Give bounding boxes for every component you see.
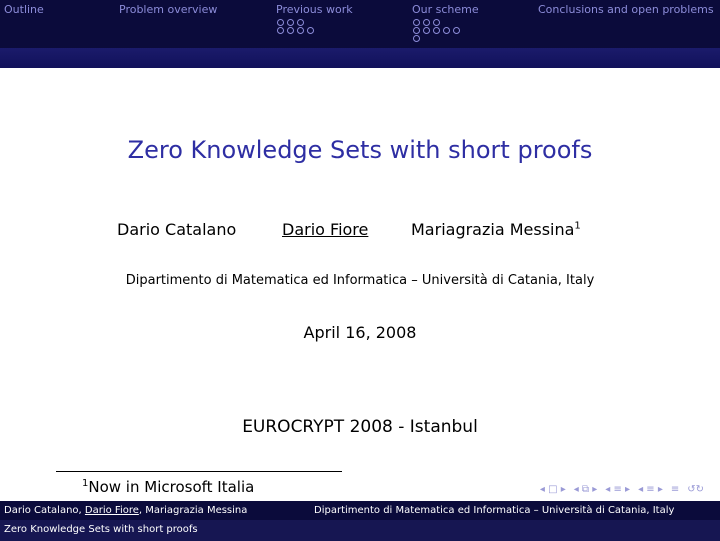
- dot-row: [413, 27, 460, 34]
- search-back-forward-icon[interactable]: ↺↻: [687, 484, 704, 495]
- slide-dot-icon[interactable]: [413, 19, 420, 26]
- slide-dot-icon[interactable]: [443, 27, 450, 34]
- slide-dot-icon[interactable]: [413, 35, 420, 42]
- footnote-rule: [56, 471, 342, 472]
- author-3: [411, 220, 581, 239]
- footer-presenter: Dario Fiore: [84, 505, 139, 516]
- navigation-bar: [0, 0, 720, 48]
- nav-section-problem-overview[interactable]: Problem overview: [119, 3, 218, 16]
- footnote: [82, 478, 254, 496]
- footer-title: Zero Knowledge Sets with short proofs: [4, 524, 198, 535]
- author-2-presenter: Dario Fiore: [282, 220, 369, 239]
- footnote-mark: 1: [574, 220, 581, 232]
- footer-authors-prefix: Dario Catalano,: [4, 505, 85, 516]
- previous-work-slide-dots[interactable]: [277, 19, 314, 35]
- headline-strip: [0, 48, 720, 68]
- toc-icon[interactable]: ≡: [670, 484, 680, 495]
- slide-dot-icon[interactable]: [277, 27, 284, 34]
- subsection-nav-icon[interactable]: ◂ ⧉ ▸: [573, 484, 598, 495]
- conference-name: EUROCRYPT 2008 - Istanbul: [242, 417, 478, 437]
- section-nav-icon[interactable]: ◂ ≡ ▸: [605, 484, 631, 495]
- nav-section-previous-work[interactable]: Previous work: [276, 3, 353, 16]
- footer-authors-suffix: , Mariagrazia Messina: [138, 505, 248, 516]
- slide-dot-icon[interactable]: [277, 19, 284, 26]
- author-1: Dario Catalano: [117, 220, 237, 239]
- subsection-list-nav-icon[interactable]: ◂ ≡ ▸: [638, 484, 663, 495]
- slide-dot-icon[interactable]: [433, 19, 440, 26]
- footnote-text: Now in Microsoft Italia: [88, 478, 255, 496]
- dot-row: [413, 19, 460, 26]
- dot-row: [413, 35, 460, 42]
- footer-institution: Dipartimento di Matematica ed Informatica – Università di Catania, Italy: [314, 505, 675, 516]
- slide-dot-icon[interactable]: [433, 27, 440, 34]
- institution: Dipartimento di Matematica ed Informatica – Università di Catania, Italy: [125, 273, 595, 288]
- presentation-date: April 16, 2008: [303, 323, 417, 342]
- slide-dot-icon[interactable]: [413, 27, 420, 34]
- nav-section-conclusions[interactable]: Conclusions and open problems: [538, 3, 714, 16]
- author-3-name: Mariagrazia Messina: [411, 220, 575, 239]
- slide-dot-icon[interactable]: [307, 27, 314, 34]
- slide-dot-icon[interactable]: [453, 27, 460, 34]
- dot-row: [277, 19, 314, 26]
- slide-dot-icon[interactable]: [287, 19, 294, 26]
- slide-dot-icon[interactable]: [423, 27, 430, 34]
- slide-dot-icon[interactable]: [423, 19, 430, 26]
- footer-bar: [0, 501, 720, 520]
- nav-section-outline[interactable]: Outline: [4, 3, 44, 16]
- nav-section-our-scheme[interactable]: Our scheme: [412, 3, 479, 16]
- slide-dot-icon[interactable]: [297, 27, 304, 34]
- slide-title: Zero Knowledge Sets with short proofs: [127, 136, 593, 164]
- our-scheme-slide-dots[interactable]: [413, 19, 460, 43]
- dot-row: [277, 27, 314, 34]
- beamer-navigation-controls: [540, 484, 704, 495]
- footnote-number: 1: [82, 478, 89, 489]
- slide-dot-icon[interactable]: [297, 19, 304, 26]
- footer-title-bar: [0, 520, 720, 541]
- slide-dot-icon[interactable]: [287, 27, 294, 34]
- frame-nav-icon[interactable]: ◂ □ ▸: [539, 484, 566, 495]
- footer-authors: [4, 505, 247, 516]
